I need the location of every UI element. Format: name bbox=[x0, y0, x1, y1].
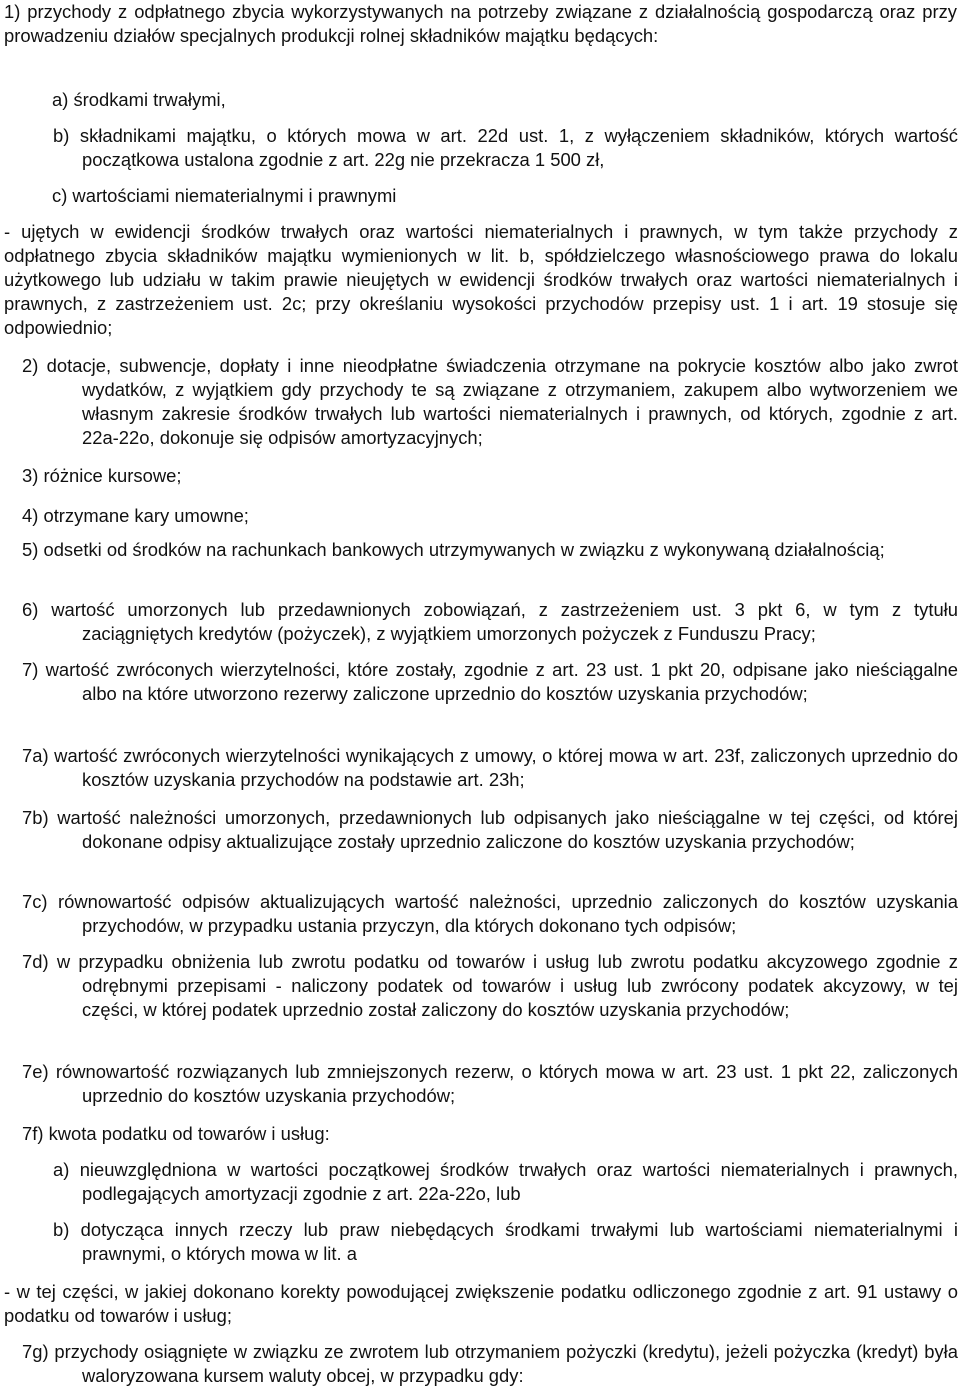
paragraph-7f-tail: - w tej części, w jakiej dokonano korekty powodującej zwiększenie podatku odliczonego zgodnie z art. 91 ustawy o podatku od towarów i usług; bbox=[4, 1281, 958, 1326]
paragraph-5: 5) odsetki od środków na rachunkach bankowych utrzymywanych w związku z wykonywaną działalnością; bbox=[22, 539, 885, 560]
paragraph-1b: b) składnikami majątku, o których mowa w art. 22d ust. 1, z wyłączeniem składników, których wartość początkowa ustalona zgodnie z art. 22g nie przekracza 1 500 zł, bbox=[53, 125, 958, 170]
paragraph-3: 3) różnice kursowe; bbox=[22, 465, 182, 486]
paragraph-7d: 7d) w przypadku obniżenia lub zwrotu podatku od towarów i usług lub zwrotu podatku akcyzowego zgodnie z odrębnymi przepisami - naliczony podatek od towarów i usług lub zwrócony podatek akcyzowy, w tej części, w której podatek uprzednio został zaliczony do kosztów uzyskania przychodów; bbox=[22, 951, 958, 1020]
paragraph-7f-a: a) nieuwzględniona w wartości początkowej środków trwałych oraz wartości niematerialnych i prawnych, podlegających amortyzacji zgodnie z art. 22a-22o, lub bbox=[53, 1159, 958, 1204]
paragraph-4: 4) otrzymane kary umowne; bbox=[22, 505, 249, 526]
paragraph-1: 1) przychody z odpłatnego zbycia wykorzystywanych na potrzeby związane z działalnością gospodarczą oraz przy prowadzeniu działów specjalnych produkcji rolnej składników majątku będących: bbox=[4, 1, 957, 46]
paragraph-2: 2) dotacje, subwencje, dopłaty i inne nieodpłatne świadczenia otrzymane na pokrycie kosztów albo jako zwrot wydatków, z wyjątkiem gdy przychody te są związane z otrzymaniem, zakupem albo wytworzeniem we własnym zakresie środków trwałych lub wartości niematerialnych i prawnych, od których, zgodnie z art. 22a-22o, dokonuje się odpisów amortyzacyjnych; bbox=[22, 355, 958, 448]
paragraph-6: 6) wartość umorzonych lub przedawnionych zobowiązań, z zastrzeżeniem ust. 3 pkt 6, w tym z tytułu zaciągniętych kredytów (pożyczek), z wyjątkiem umorzonych pożyczek z Funduszu Pracy; bbox=[22, 599, 958, 644]
paragraph-1c: c) wartościami niematerialnymi i prawnymi bbox=[52, 185, 397, 206]
paragraph-7f-b: b) dotycząca innych rzeczy lub praw niebędących środkami trwałymi lub wartościami niematerialnymi i prawnymi, o których mowa w lit. a bbox=[53, 1219, 958, 1264]
paragraph-7b: 7b) wartość należności umorzonych, przedawnionych lub odpisanych jako nieściągalne w tej części, od której dokonane odpisy aktualizujące zostały uprzednio zaliczone do kosztów uzyskania przychodów; bbox=[22, 807, 958, 852]
paragraph-7c: 7c) równowartość odpisów aktualizujących wartość należności, uprzednio zaliczonych do kosztów uzyskania przychodów, w przypadku ustania przyczyn, dla których dokonano tych odpisów; bbox=[22, 891, 958, 936]
paragraph-7a: 7a) wartość zwróconych wierzytelności wynikających z umowy, o której mowa w art. 23f, zaliczonych uprzednio do kosztów uzyskania przychodów na podstawie art. 23h; bbox=[22, 745, 958, 790]
paragraph-1a: a) środkami trwałymi, bbox=[52, 89, 226, 110]
paragraph-1-tail: - ujętych w ewidencji środków trwałych oraz wartości niematerialnych i prawnych, w tym także przychody z odpłatnego zbycia składników majątku wymienionych w lit. b, spółdzielczego własnościowego prawa do lokalu użytkowego lub udziału w takim prawie nieujętych w ewidencji środków trwałych oraz wartości niematerialnych i prawnych, z zastrzeżeniem ust. 2c; przy określaniu wysokości przychodów przepisy ust. 1 i art. 19 stosuje się odpowiednio; bbox=[4, 221, 958, 338]
paragraph-7f: 7f) kwota podatku od towarów i usług: bbox=[22, 1123, 330, 1144]
paragraph-7e: 7e) równowartość rozwiązanych lub zmniejszonych rezerw, o których mowa w art. 23 ust. 1 pkt 22, zaliczonych uprzednio do kosztów uzyskania przychodów; bbox=[22, 1061, 958, 1106]
paragraph-7g: 7g) przychody osiągnięte w związku ze zwrotem lub otrzymaniem pożyczki (kredytu), jeżeli pożyczka (kredyt) była waloryzowana kursem waluty obcej, w przypadku gdy: bbox=[22, 1341, 958, 1386]
paragraph-7: 7) wartość zwróconych wierzytelności, które zostały, zgodnie z art. 23 ust. 1 pkt 20, odpisane jako nieściągalne albo na które utworzono rezerwy zaliczone uprzednio do kosztów uzyskania przychodów; bbox=[22, 659, 958, 704]
